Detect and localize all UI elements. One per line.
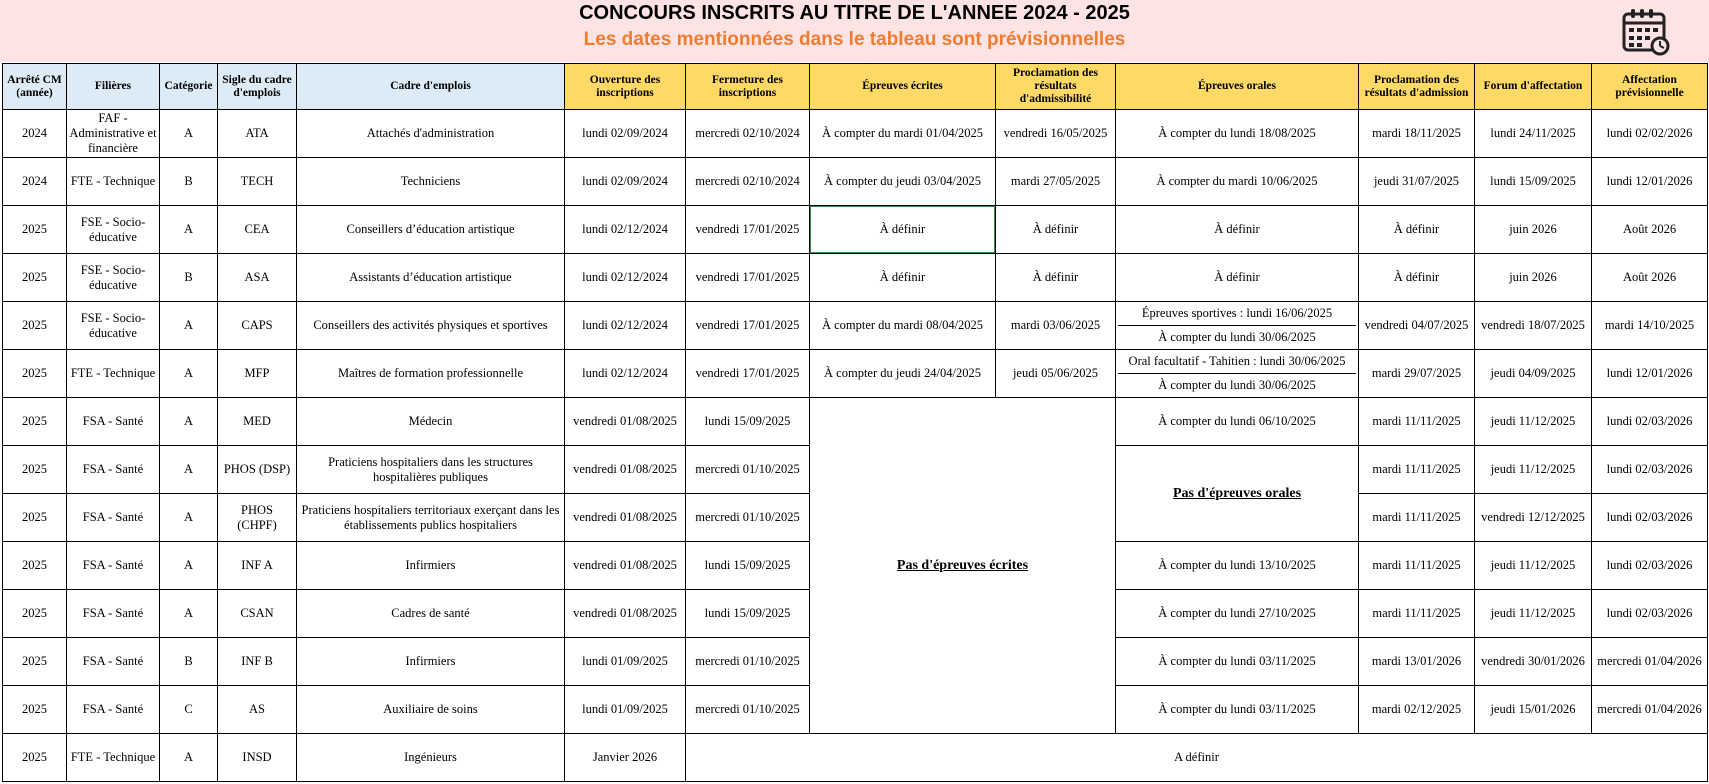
cell-orales-split: [1116, 350, 1359, 398]
cell-a-definir-merged: A définir: [686, 734, 1708, 782]
cell-orales: À définir: [1116, 254, 1359, 302]
cell-orales: À définir: [1116, 206, 1359, 254]
cell-ecrites: À compter du jeudi 03/04/2025: [810, 158, 996, 206]
cell-admission: mardi 11/11/2025: [1359, 542, 1475, 590]
table-row: [3, 110, 1708, 158]
cell-sigle: AS: [218, 686, 297, 734]
col-cadre: Cadre d'emplois: [297, 64, 565, 110]
cell-categorie: A: [160, 398, 218, 446]
cell-categorie: A: [160, 302, 218, 350]
page-title: CONCOURS INSCRITS AU TITRE DE L'ANNEE 2024 - 2025: [579, 2, 1130, 24]
cell-annee: 2025: [3, 638, 67, 686]
cell-forum: lundi 15/09/2025: [1475, 158, 1592, 206]
col-orales: Épreuves orales: [1116, 64, 1359, 110]
cell-cadre: Conseillers d’éducation artistique: [297, 206, 565, 254]
cell-admission: vendredi 04/07/2025: [1359, 302, 1475, 350]
cell-affectation: lundi 02/03/2026: [1592, 494, 1708, 542]
cell-orales: À compter du mardi 10/06/2025: [1116, 158, 1359, 206]
cell-filiere: FSE - Socio-éducative: [67, 254, 160, 302]
merged-pas-orales: [1116, 446, 1359, 542]
cell-ouverture: Janvier 2026: [565, 734, 686, 782]
col-filiere: Filières: [67, 64, 160, 110]
col-admissibilite: Proclamation des résultats d'admissibilité: [996, 64, 1116, 110]
cell-sigle: INF B: [218, 638, 297, 686]
cell-forum: jeudi 11/12/2025: [1475, 398, 1592, 446]
cell-annee: 2025: [3, 446, 67, 494]
cell-filiere: FSA - Santé: [67, 638, 160, 686]
cell-annee: 2025: [3, 206, 67, 254]
cell-categorie: A: [160, 110, 218, 158]
cell-admission: À définir: [1359, 206, 1475, 254]
concours-table: [2, 63, 1708, 782]
cell-categorie: A: [160, 206, 218, 254]
cell-forum: vendredi 18/07/2025: [1475, 302, 1592, 350]
col-ecrites: Épreuves écrites: [810, 64, 996, 110]
cell-cadre: Praticiens hospitaliers dans les structures hospitalières publiques: [297, 446, 565, 494]
cell-fermeture: mercredi 01/10/2025: [686, 494, 810, 542]
cell-orales: À compter du lundi 06/10/2025: [1116, 398, 1359, 446]
col-sigle: Sigle du cadre d'emplois: [218, 64, 297, 110]
cell-filiere: FSA - Santé: [67, 590, 160, 638]
cell-fermeture: mercredi 02/10/2024: [686, 158, 810, 206]
cell-affectation: lundi 02/03/2026: [1592, 542, 1708, 590]
cell-forum: lundi 24/11/2025: [1475, 110, 1592, 158]
cell-cadre: Ingénieurs: [297, 734, 565, 782]
cell-fermeture: vendredi 17/01/2025: [686, 350, 810, 398]
cell-forum: juin 2026: [1475, 206, 1592, 254]
cell-filiere: FSA - Santé: [67, 398, 160, 446]
cell-ecrites: À compter du mardi 01/04/2025: [810, 110, 996, 158]
cell-admissibilite: À définir: [996, 254, 1116, 302]
cell-cadre: Assistants d’éducation artistique: [297, 254, 565, 302]
cell-sigle: TECH: [218, 158, 297, 206]
cell-ouverture: lundi 02/09/2024: [565, 110, 686, 158]
cell-categorie: C: [160, 686, 218, 734]
cell-affectation: lundi 02/02/2026: [1592, 110, 1708, 158]
cell-filiere: FSA - Santé: [67, 446, 160, 494]
cell-fermeture: lundi 15/09/2025: [686, 542, 810, 590]
cell-admission: jeudi 31/07/2025: [1359, 158, 1475, 206]
pas-ecrites-label: Pas d'épreuves écrites: [896, 558, 1029, 573]
cell-categorie: A: [160, 590, 218, 638]
cell-ecrites: À compter du jeudi 24/04/2025: [810, 350, 996, 398]
cell-ouverture: vendredi 01/08/2025: [565, 446, 686, 494]
cell-forum: jeudi 11/12/2025: [1475, 590, 1592, 638]
cell-cadre: Conseillers des activités physiques et sportives: [297, 302, 565, 350]
cell-categorie: B: [160, 158, 218, 206]
pas-orales-label: Pas d'épreuves orales: [1172, 486, 1302, 501]
cell-sigle: CAPS: [218, 302, 297, 350]
cell-forum: vendredi 12/12/2025: [1475, 494, 1592, 542]
cell-forum: jeudi 04/09/2025: [1475, 350, 1592, 398]
table-row: [3, 734, 1708, 782]
cell-annee: 2025: [3, 734, 67, 782]
cell-affectation: mardi 14/10/2025: [1592, 302, 1708, 350]
cell-fermeture: lundi 15/09/2025: [686, 590, 810, 638]
cell-admission: mardi 29/07/2025: [1359, 350, 1475, 398]
col-affectation: Affectation prévisionnelle: [1592, 64, 1708, 110]
cell-fermeture: mercredi 02/10/2024: [686, 110, 810, 158]
cell-ouverture: lundi 01/09/2025: [565, 638, 686, 686]
cell-filiere: FSE - Socio-éducative: [67, 206, 160, 254]
cell-admission: À définir: [1359, 254, 1475, 302]
cell-sigle: PHOS (DSP): [218, 446, 297, 494]
col-categorie: Catégorie: [160, 64, 218, 110]
cell-ouverture: lundi 01/09/2025: [565, 686, 686, 734]
col-fermeture: Fermeture des inscriptions: [686, 64, 810, 110]
cell-categorie: A: [160, 350, 218, 398]
cell-categorie: B: [160, 254, 218, 302]
cell-forum: jeudi 11/12/2025: [1475, 446, 1592, 494]
col-ouverture: Ouverture des inscriptions: [565, 64, 686, 110]
cell-admissibilite: jeudi 05/06/2025: [996, 350, 1116, 398]
cell-ouverture: lundi 02/12/2024: [565, 254, 686, 302]
cell-admission: mardi 11/11/2025: [1359, 446, 1475, 494]
cell-annee: 2024: [3, 110, 67, 158]
cell-sigle: CEA: [218, 206, 297, 254]
cell-categorie: A: [160, 542, 218, 590]
table-row: [3, 350, 1708, 398]
col-annee: Arrêté CM (année): [3, 64, 67, 110]
cell-admission: mardi 02/12/2025: [1359, 686, 1475, 734]
cell-forum: vendredi 30/01/2026: [1475, 638, 1592, 686]
cell-ouverture: vendredi 01/08/2025: [565, 494, 686, 542]
cell-cadre: Attachés d'administration: [297, 110, 565, 158]
cell-annee: 2025: [3, 686, 67, 734]
merged-pas-ecrites: [810, 398, 1116, 734]
cell-forum: jeudi 15/01/2026: [1475, 686, 1592, 734]
cell-cadre: Maîtres de formation professionnelle: [297, 350, 565, 398]
cell-admission: mardi 11/11/2025: [1359, 398, 1475, 446]
cell-sigle: ASA: [218, 254, 297, 302]
cell-affectation: lundi 12/01/2026: [1592, 158, 1708, 206]
cell-ouverture: vendredi 01/08/2025: [565, 590, 686, 638]
orales-sportives: Épreuves sportives : lundi 16/06/2025: [1118, 302, 1356, 326]
cell-orales: À compter du lundi 03/11/2025: [1116, 638, 1359, 686]
table-row: [3, 302, 1708, 350]
cell-annee: 2025: [3, 302, 67, 350]
cell-admissibilite: mardi 27/05/2025: [996, 158, 1116, 206]
cell-affectation: lundi 02/03/2026: [1592, 398, 1708, 446]
cell-admission: mardi 11/11/2025: [1359, 494, 1475, 542]
cell-annee: 2025: [3, 494, 67, 542]
page-subtitle: Les dates mentionnées dans le tableau sont prévisionnelles: [583, 29, 1126, 50]
table-row: [3, 158, 1708, 206]
cell-affectation: lundi 02/03/2026: [1592, 590, 1708, 638]
cell-annee: 2025: [3, 398, 67, 446]
cell-filiere: FTE - Technique: [67, 158, 160, 206]
cell-orales: À compter du lundi 18/08/2025: [1116, 110, 1359, 158]
cell-fermeture: mercredi 01/10/2025: [686, 446, 810, 494]
cell-cadre: Praticiens hospitaliers territoriaux exerçant dans les établissements publics hospitaliers: [297, 494, 565, 542]
cell-affectation: mercredi 01/04/2026: [1592, 686, 1708, 734]
table-header-row: [3, 64, 1708, 110]
cell-filiere: FSA - Santé: [67, 686, 160, 734]
table-row: [3, 254, 1708, 302]
cell-cadre: Cadres de santé: [297, 590, 565, 638]
cell-sigle: PHOS (CHPF): [218, 494, 297, 542]
cell-filiere: FTE - Technique: [67, 734, 160, 782]
cell-fermeture: vendredi 17/01/2025: [686, 206, 810, 254]
cell-orales: À compter du lundi 27/10/2025: [1116, 590, 1359, 638]
cell-fermeture: lundi 15/09/2025: [686, 398, 810, 446]
cell-ouverture: lundi 02/12/2024: [565, 350, 686, 398]
cell-orales: À compter du lundi 03/11/2025: [1116, 686, 1359, 734]
cell-sigle: INSD: [218, 734, 297, 782]
cell-orales: À compter du lundi 13/10/2025: [1116, 542, 1359, 590]
cell-cadre: Médecin: [297, 398, 565, 446]
cell-fermeture: vendredi 17/01/2025: [686, 254, 810, 302]
cell-sigle: ATA: [218, 110, 297, 158]
cell-categorie: A: [160, 734, 218, 782]
cell-categorie: A: [160, 446, 218, 494]
orales-facultatif: Oral facultatif - Tahitien : lundi 30/06/2025: [1118, 350, 1356, 374]
cell-admissibilite: vendredi 16/05/2025: [996, 110, 1116, 158]
cell-filiere: FTE - Technique: [67, 350, 160, 398]
cell-annee: 2025: [3, 350, 67, 398]
cell-admissibilite: À définir: [996, 206, 1116, 254]
cell-ouverture: lundi 02/12/2024: [565, 302, 686, 350]
col-forum: Forum d'affectation: [1475, 64, 1592, 110]
cell-categorie: B: [160, 638, 218, 686]
table-row: [3, 206, 1708, 254]
cell-filiere: FSA - Santé: [67, 542, 160, 590]
cell-annee: 2025: [3, 254, 67, 302]
cell-admission: mardi 18/11/2025: [1359, 110, 1475, 158]
cell-ecrites: À compter du mardi 08/04/2025: [810, 302, 996, 350]
col-admission: Proclamation des résultats d'admission: [1359, 64, 1475, 110]
cell-filiere: FSE - Socio-éducative: [67, 302, 160, 350]
cell-sigle: INF A: [218, 542, 297, 590]
cell-ouverture: lundi 02/09/2024: [565, 158, 686, 206]
cell-filiere: FAF - Administrative et financière: [67, 110, 160, 158]
cell-cadre: Auxiliaire de soins: [297, 686, 565, 734]
cell-fermeture: mercredi 01/10/2025: [686, 638, 810, 686]
orales-date: À compter du lundi 30/06/2025: [1158, 378, 1316, 392]
cell-annee: 2025: [3, 542, 67, 590]
cell-ouverture: lundi 02/12/2024: [565, 206, 686, 254]
cell-admission: mardi 11/11/2025: [1359, 590, 1475, 638]
cell-fermeture: vendredi 17/01/2025: [686, 302, 810, 350]
cell-affectation: mercredi 01/04/2026: [1592, 638, 1708, 686]
calendar-icon: [1620, 6, 1670, 56]
cell-affectation: Août 2026: [1592, 206, 1708, 254]
cell-ecrites-selected[interactable]: À définir: [810, 206, 996, 254]
cell-admission: mardi 13/01/2026: [1359, 638, 1475, 686]
cell-affectation: Août 2026: [1592, 254, 1708, 302]
table-row: [3, 398, 1708, 446]
cell-affectation: lundi 12/01/2026: [1592, 350, 1708, 398]
cell-ecrites: À définir: [810, 254, 996, 302]
cell-cadre: Techniciens: [297, 158, 565, 206]
cell-orales-split: [1116, 302, 1359, 350]
cell-forum: jeudi 11/12/2025: [1475, 542, 1592, 590]
cell-sigle: MFP: [218, 350, 297, 398]
cell-admissibilite: mardi 03/06/2025: [996, 302, 1116, 350]
cell-cadre: Infirmiers: [297, 638, 565, 686]
cell-cadre: Infirmiers: [297, 542, 565, 590]
cell-forum: juin 2026: [1475, 254, 1592, 302]
cell-categorie: A: [160, 494, 218, 542]
cell-annee: 2024: [3, 158, 67, 206]
cell-annee: 2025: [3, 590, 67, 638]
title-banner: [0, 0, 1709, 62]
cell-fermeture: mercredi 01/10/2025: [686, 686, 810, 734]
cell-sigle: MED: [218, 398, 297, 446]
cell-filiere: FSA - Santé: [67, 494, 160, 542]
cell-affectation: lundi 02/03/2026: [1592, 446, 1708, 494]
cell-sigle: CSAN: [218, 590, 297, 638]
cell-ouverture: vendredi 01/08/2025: [565, 542, 686, 590]
cell-ouverture: vendredi 01/08/2025: [565, 398, 686, 446]
orales-date: À compter du lundi 30/06/2025: [1158, 330, 1316, 344]
